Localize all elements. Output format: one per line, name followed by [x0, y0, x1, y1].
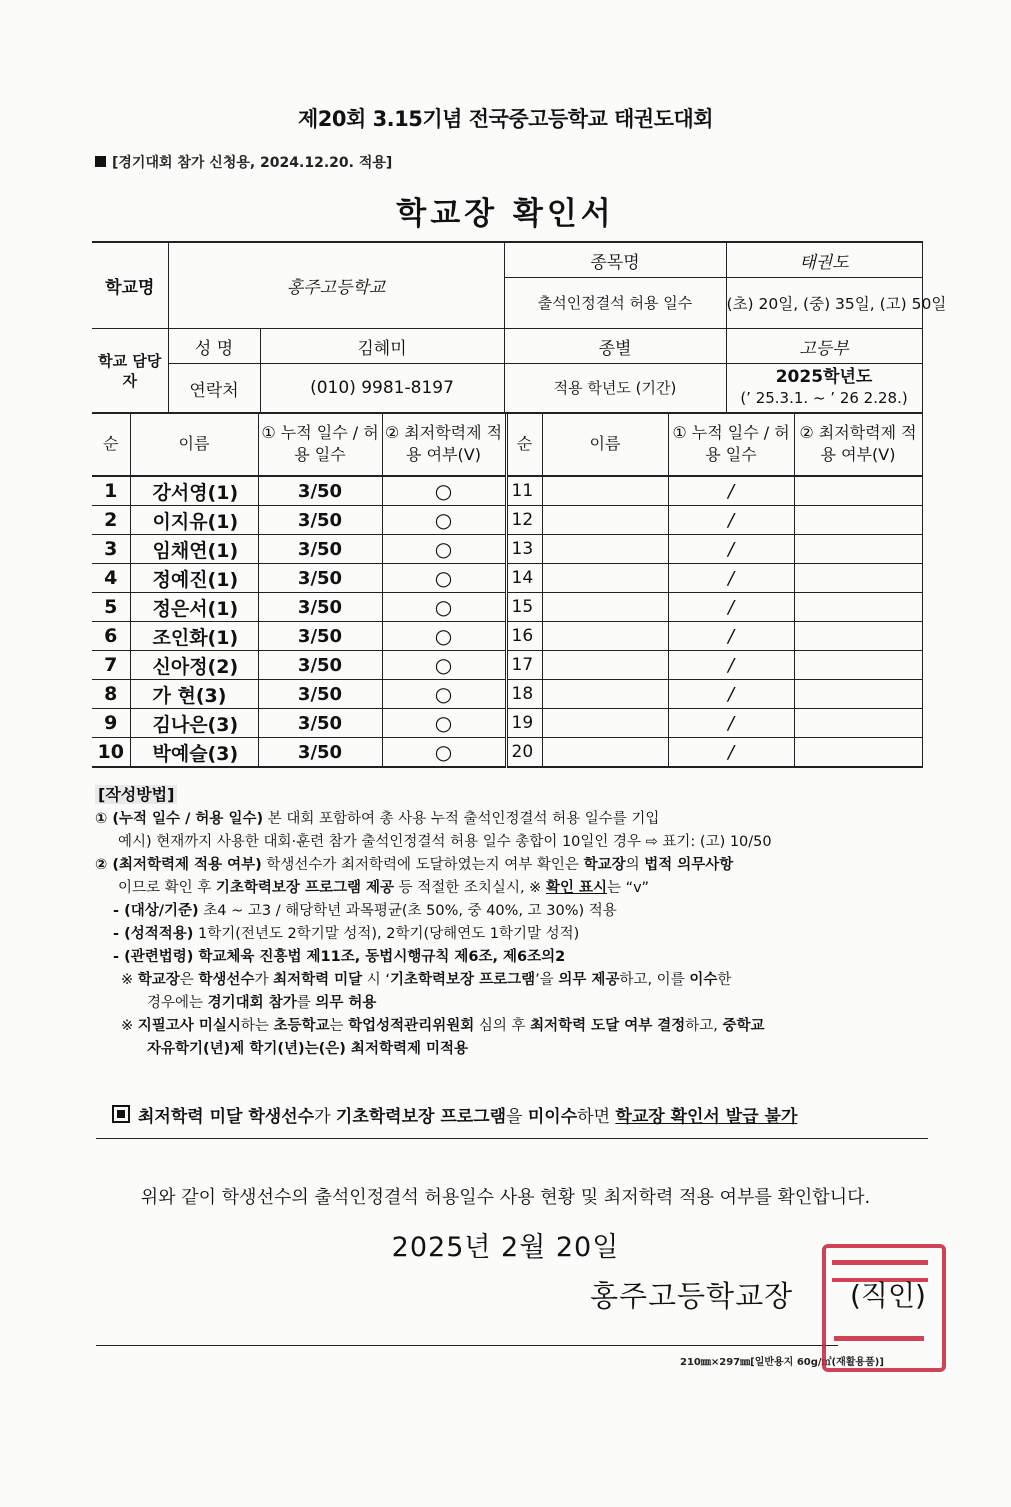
min-standard-mark-empty — [794, 622, 922, 651]
student-name-empty — [542, 564, 668, 593]
min-standard-mark-empty — [794, 593, 922, 622]
min-standard-mark: ○ — [382, 651, 506, 680]
divider — [96, 1138, 928, 1139]
min-standard-mark: ○ — [382, 622, 506, 651]
student-name: 정예진(1) — [130, 564, 258, 593]
square-bullet-icon — [95, 156, 106, 167]
student-name-empty — [542, 593, 668, 622]
warning-line: 최저학력 미달 학생선수가 기초학력보장 프로그램을 미이수하면 학교장 확인서 발급 불가 — [112, 1102, 797, 1127]
row-number: 16 — [506, 622, 542, 651]
min-standard-mark: ○ — [382, 738, 506, 768]
student-name: 가 현(3) — [130, 680, 258, 709]
student-name: 강서영(1) — [130, 476, 258, 506]
header-name: 이름 — [130, 413, 258, 477]
document-title: 학교장 확인서 — [396, 196, 615, 232]
bottom-divider — [96, 1345, 838, 1346]
student-table — [92, 412, 923, 768]
row-number: 3 — [92, 535, 130, 564]
school-name: 홍주고등학교 — [168, 242, 504, 329]
row-number: 13 — [506, 535, 542, 564]
accumulated-days: 3/50 — [258, 506, 382, 535]
min-standard-mark: ○ — [382, 476, 506, 506]
header-order-right: 순 — [506, 413, 542, 477]
accumulated-days: 3/50 — [258, 709, 382, 738]
row-number: 17 — [506, 651, 542, 680]
accumulated-days: / — [668, 593, 794, 622]
issue-date: 2025년 2월 20일 — [391, 1232, 620, 1263]
accumulated-days: / — [668, 476, 794, 506]
allow-label: 출석인정결석 허용 일수 — [504, 278, 726, 329]
student-name: 김나은(3) — [130, 709, 258, 738]
accumulated-days: 3/50 — [258, 680, 382, 709]
guide-line-4: 이므로 확인 후 기초학력보장 프로그램 제공 등 적절한 조치실시, ※ 확인 표시는 “v” — [118, 880, 649, 896]
row-number: 6 — [92, 622, 130, 651]
table-row — [92, 564, 922, 593]
row-number: 2 — [92, 506, 130, 535]
accumulated-days: / — [668, 709, 794, 738]
student-name: 박예슬(3) — [130, 738, 258, 768]
form-note-text: [경기대회 참가 신청용, 2024.12.20. 적용] — [112, 155, 393, 171]
row-number: 8 — [92, 680, 130, 709]
accumulated-days: / — [668, 622, 794, 651]
accumulated-days: 3/50 — [258, 622, 382, 651]
header-name-right: 이름 — [542, 413, 668, 477]
guide-line-5: - (대상/기준) 초4 ~ 고3 / 해당학년 과목평균(초 50%, 중 40%, 고 30%) 적용 — [113, 903, 617, 919]
row-number: 10 — [92, 738, 130, 768]
student-name: 조인화(1) — [130, 622, 258, 651]
table-row — [92, 651, 922, 680]
min-standard-mark-empty — [794, 738, 922, 768]
table-row — [92, 738, 922, 768]
min-standard-mark-empty — [794, 709, 922, 738]
table-row — [92, 593, 922, 622]
min-standard-mark-empty — [794, 535, 922, 564]
accumulated-days: / — [668, 738, 794, 768]
manager-label: 학교 담당자 — [92, 329, 168, 414]
row-number: 1 — [92, 476, 130, 506]
year-period: (’ 25.3.1. ~ ’ 26 2.28.) — [740, 389, 908, 407]
student-name: 임채연(1) — [130, 535, 258, 564]
min-standard-mark-empty — [794, 651, 922, 680]
guide-line-1: ① (누적 일수 / 허용 일수) 본 대회 포함하여 총 사용 누적 출석인정결석 허용 일수를 기입 — [95, 811, 660, 827]
guide-line-3: ② (최저학력제 적용 여부) 학생선수가 최저학력에 도달하였는지 여부 확인은 학교장의 법적 의무사항 — [95, 857, 734, 873]
row-number: 4 — [92, 564, 130, 593]
min-standard-mark: ○ — [382, 709, 506, 738]
accumulated-days: / — [668, 506, 794, 535]
paper-spec: 210㎜×297㎜[일반용지 60g/㎡(재활용품)] — [680, 1357, 884, 1368]
info-table — [92, 241, 947, 414]
header-min-right: ② 최저학력제 적용 여부(V) — [794, 413, 922, 477]
accumulated-days: 3/50 — [258, 535, 382, 564]
row-number: 7 — [92, 651, 130, 680]
accumulated-days: 3/50 — [258, 564, 382, 593]
header-days: ① 누적 일수 / 허용 일수 — [258, 413, 382, 477]
category-label: 종별 — [504, 329, 726, 364]
student-name-empty — [542, 535, 668, 564]
accumulated-days: 3/50 — [258, 651, 382, 680]
guide-title: [작성방법] — [95, 785, 177, 804]
header-days-right: ① 누적 일수 / 허용 일수 — [668, 413, 794, 477]
guide-line-11: 자유학기(년)제 학기(년)는(은) 최저학력제 미적용 — [147, 1041, 469, 1057]
name-value: 김혜미 — [260, 329, 504, 364]
table-row — [92, 476, 922, 506]
accumulated-days: / — [668, 680, 794, 709]
student-name-empty — [542, 738, 668, 768]
accumulated-days: 3/50 — [258, 476, 382, 506]
row-number: 18 — [506, 680, 542, 709]
table-row — [92, 680, 922, 709]
header-order: 순 — [92, 413, 130, 477]
row-number: 15 — [506, 593, 542, 622]
min-standard-mark-empty — [794, 680, 922, 709]
min-standard-mark-empty — [794, 506, 922, 535]
guide-line-8: ※ 학교장은 학생선수가 최저학력 미달 시 ‘기초학력보장 프로그램’을 의무 제공하고, 이를 이수한 — [121, 972, 732, 988]
accumulated-days: / — [668, 535, 794, 564]
guide-line-7: - (관련법령) 학교체육 진흥법 제11조, 동법시행규칙 제6조, 제6조의2 — [113, 949, 566, 965]
accumulated-days: / — [668, 564, 794, 593]
table-row — [92, 622, 922, 651]
min-standard-mark-empty — [794, 476, 922, 506]
student-name-empty — [542, 476, 668, 506]
student-name: 신아정(2) — [130, 651, 258, 680]
accumulated-days: 3/50 — [258, 738, 382, 768]
min-standard-mark: ○ — [382, 680, 506, 709]
student-name-empty — [542, 680, 668, 709]
student-name: 이지유(1) — [130, 506, 258, 535]
min-standard-mark: ○ — [382, 593, 506, 622]
confirmation-statement: 위와 같이 학생선수의 출석인정결석 허용일수 사용 현황 및 최저학력 적용 여부를 확인합니다. — [140, 1187, 871, 1208]
row-number: 19 — [506, 709, 542, 738]
year-label: 적용 학년도 (기간) — [504, 364, 726, 414]
row-number: 14 — [506, 564, 542, 593]
category-value: 고등부 — [726, 329, 922, 364]
student-name: 정은서(1) — [130, 593, 258, 622]
row-number: 12 — [506, 506, 542, 535]
contact-label: 연락처 — [168, 364, 260, 414]
event-value: 태권도 — [726, 242, 922, 278]
name-label: 성 명 — [168, 329, 260, 364]
row-number: 5 — [92, 593, 130, 622]
guide-line-9: 경우에는 경기대회 참가를 의무 허용 — [147, 995, 377, 1011]
year-cell — [726, 364, 922, 414]
header-min: ② 최저학력제 적용 여부(V) — [382, 413, 506, 477]
min-standard-mark: ○ — [382, 564, 506, 593]
principal-title: 홍주고등학교장 — [590, 1279, 794, 1313]
row-number: 11 — [506, 476, 542, 506]
row-number: 20 — [506, 738, 542, 768]
contact-value: (010) 9981-8197 — [260, 364, 504, 414]
table-row — [92, 506, 922, 535]
student-name-empty — [542, 651, 668, 680]
table-row — [92, 535, 922, 564]
allow-value: (초) 20일, (중) 35일, (고) 50일 — [726, 278, 922, 329]
row-number: 9 — [92, 709, 130, 738]
filled-box-icon — [112, 1105, 130, 1123]
event-title: 제20회 3.15기념 전국중고등학교 태권도대회 — [297, 107, 714, 131]
min-standard-mark: ○ — [382, 506, 506, 535]
student-name-empty — [542, 506, 668, 535]
table-row — [92, 709, 922, 738]
school-label: 학교명 — [92, 242, 168, 329]
guide-line-2: 예시) 현재까지 사용한 대회·훈련 참가 출석인정결석 허용 일수 총합이 10일인 경우 ⇨ 표기: (고) 10/50 — [118, 834, 772, 850]
student-name-empty — [542, 709, 668, 738]
min-standard-mark: ○ — [382, 535, 506, 564]
year-value: 2025학년도 — [775, 367, 873, 387]
min-standard-mark-empty — [794, 564, 922, 593]
seal-label: (직인) — [850, 1279, 926, 1312]
writing-guide — [95, 783, 930, 1061]
guide-line-10: ※ 지필고사 미실시하는 초등학교는 학업성적관리위원회 심의 후 최저학력 도달 여부 결정하고, 중학교 — [121, 1018, 765, 1034]
guide-line-6: - (성적적용) 1학기(전년도 2학기말 성적), 2학기(당해연도 1학기말 성적) — [113, 926, 580, 942]
accumulated-days: / — [668, 651, 794, 680]
accumulated-days: 3/50 — [258, 593, 382, 622]
student-name-empty — [542, 622, 668, 651]
form-note — [95, 152, 392, 172]
event-label: 종목명 — [504, 242, 726, 278]
